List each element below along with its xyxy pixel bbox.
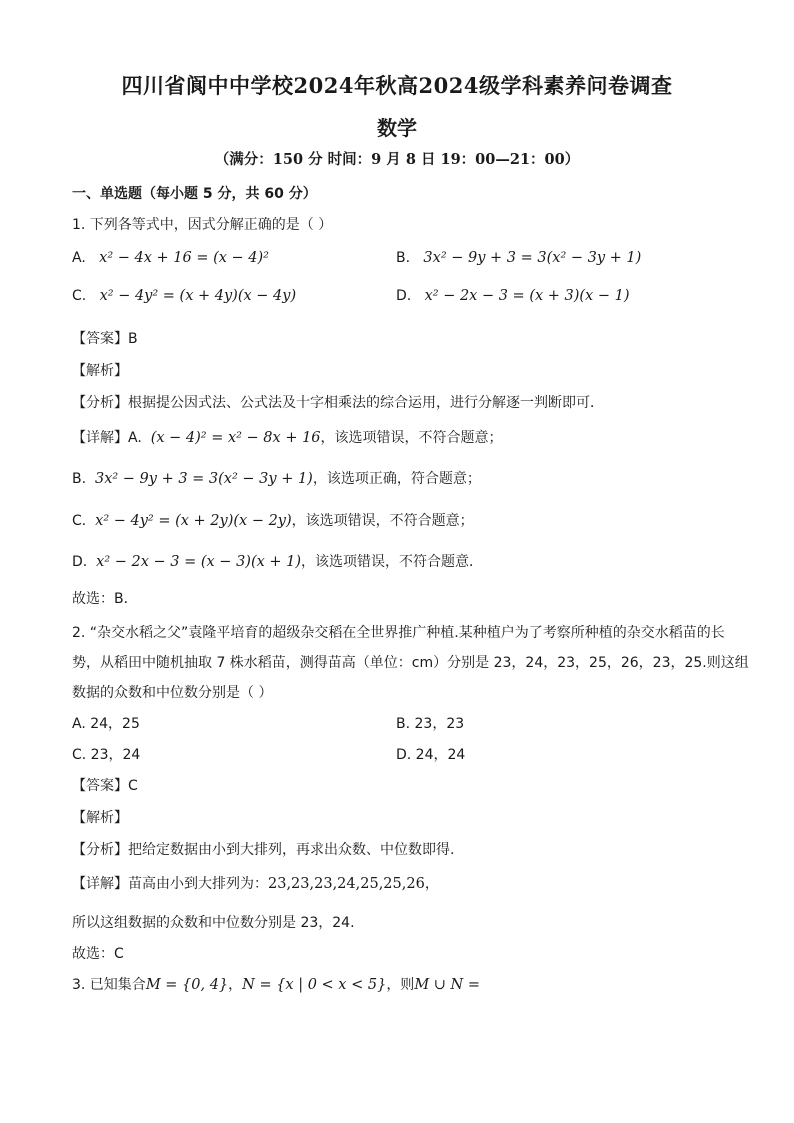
exam-meta: （满分：150 分 时间：9 月 8 日 19：00—21：00） <box>214 151 580 168</box>
q1-detail-a-expr: (x − 4)² = x² − 8x + 16 <box>150 430 321 446</box>
q1-detail-a <box>72 427 503 447</box>
q1-option-c <box>72 288 296 304</box>
q1-option-c-label: C. <box>72 288 87 304</box>
q2-option-c: C. 23，24 <box>72 747 141 763</box>
q1-detail-a-prefix: 【详解】A. <box>72 430 142 446</box>
q2-fenxi: 【分析】把给定数据由小到大排列，再求出众数、中位数即得. <box>72 842 455 858</box>
question-2-stem-line-3: 数据的众数和中位数分别是（ ） <box>72 685 273 701</box>
q2-detail <box>72 873 439 893</box>
q3-union: M ∪ N = <box>414 977 480 993</box>
q2-detail-prefix: 【详解】苗高由小到大排列为： <box>72 876 268 892</box>
q3-set-n: N = {x | 0 < x < 5} <box>242 977 387 993</box>
q2-detail-suffix: ， <box>424 876 439 892</box>
q1-detail-d-prefix: D. <box>72 554 88 570</box>
q1-option-d <box>396 288 629 304</box>
question-1-stem: 1. 下列各等式中，因式分解正确的是（ ） <box>72 217 333 233</box>
q1-detail-c-text: ，该选项错误，不符合题意； <box>291 513 474 529</box>
subject-title: 数学 <box>377 116 417 140</box>
q1-detail-c <box>72 510 474 530</box>
q1-detail-b-expr: 3x² − 9y + 3 = 3(x² − 3y + 1) <box>94 471 313 487</box>
q2-answer: 【答案】C <box>72 778 138 794</box>
question-3-stem <box>72 974 480 994</box>
q1-option-a <box>72 250 269 266</box>
q1-detail-b-text: ，该选项正确，符合题意； <box>312 471 481 487</box>
q1-option-b <box>396 250 641 266</box>
q1-option-b-label: B. <box>396 250 411 266</box>
q2-detail-expr: 23,23,23,24,25,25,26 <box>268 876 425 892</box>
q1-detail-a-text: ，该选项错误，不符合题意； <box>320 430 503 446</box>
q1-option-d-label: D. <box>396 288 412 304</box>
q1-detail-b-prefix: B. <box>72 471 87 487</box>
q1-option-c-expr: x² − 4y² = (x + 4y)(x − 4y) <box>99 288 297 304</box>
section-heading: 一、单选题（每小题 5 分，共 60 分） <box>72 186 317 202</box>
q1-option-a-expr: x² − 4x + 16 = (x − 4)² <box>99 250 269 266</box>
q1-choice: 故选：B． <box>72 591 138 607</box>
q3-set-m: M = {0, 4} <box>145 977 229 993</box>
q1-detail-b <box>72 468 481 488</box>
q2-analysis-label: 【解析】 <box>72 810 128 826</box>
q1-detail-c-expr: x² − 4y² = (x + 2y)(x − 2y) <box>95 513 292 529</box>
q1-option-d-expr: x² − 2x − 3 = (x + 3)(x − 1) <box>424 288 630 304</box>
q2-choice: 故选：C <box>72 946 124 962</box>
q1-answer: 【答案】B <box>72 331 138 347</box>
q1-detail-c-prefix: C. <box>72 513 87 529</box>
q1-detail-d-text: ，该选项错误，不符合题意． <box>301 554 484 570</box>
q2-option-a: A. 24，25 <box>72 716 140 732</box>
q1-detail-d <box>72 551 483 571</box>
q2-conclusion: 所以这组数据的众数和中位数分别是 23，24. <box>72 915 355 931</box>
q2-option-d: D. 24，24 <box>396 747 466 763</box>
q3-sep: ， <box>228 977 243 993</box>
q3-prefix: 3. 已知集合 <box>72 977 146 993</box>
q1-fenxi: 【分析】根据提公因式法、公式法及十字相乘法的综合运用，进行分解逐一判断即可． <box>72 395 604 411</box>
document-title: 四川省阆中中学校2024年秋高2024级学科素养问卷调查 <box>121 73 673 98</box>
question-2-stem-line-2: 势，从稻田中随机抽取 7 株水稻苗，测得苗高（单位：cm）分别是 23，24，23，25，26，23，25.则这组 <box>72 655 749 671</box>
q1-analysis-label: 【解析】 <box>72 363 128 379</box>
q1-option-b-expr: 3x² − 9y + 3 = 3(x² − 3y + 1) <box>423 250 642 266</box>
q2-option-b: B. 23，23 <box>396 716 465 732</box>
q1-option-a-label: A. <box>72 250 86 266</box>
question-2-stem-line-1: 2. “杂交水稻之父”袁隆平培育的超级杂交稻在全世界推广种植.某种植户为了考察所种植的杂交水稻苗的长 <box>72 625 725 641</box>
q3-mid: ，则 <box>386 977 415 993</box>
q1-detail-d-expr: x² − 2x − 3 = (x − 3)(x + 1) <box>96 554 302 570</box>
